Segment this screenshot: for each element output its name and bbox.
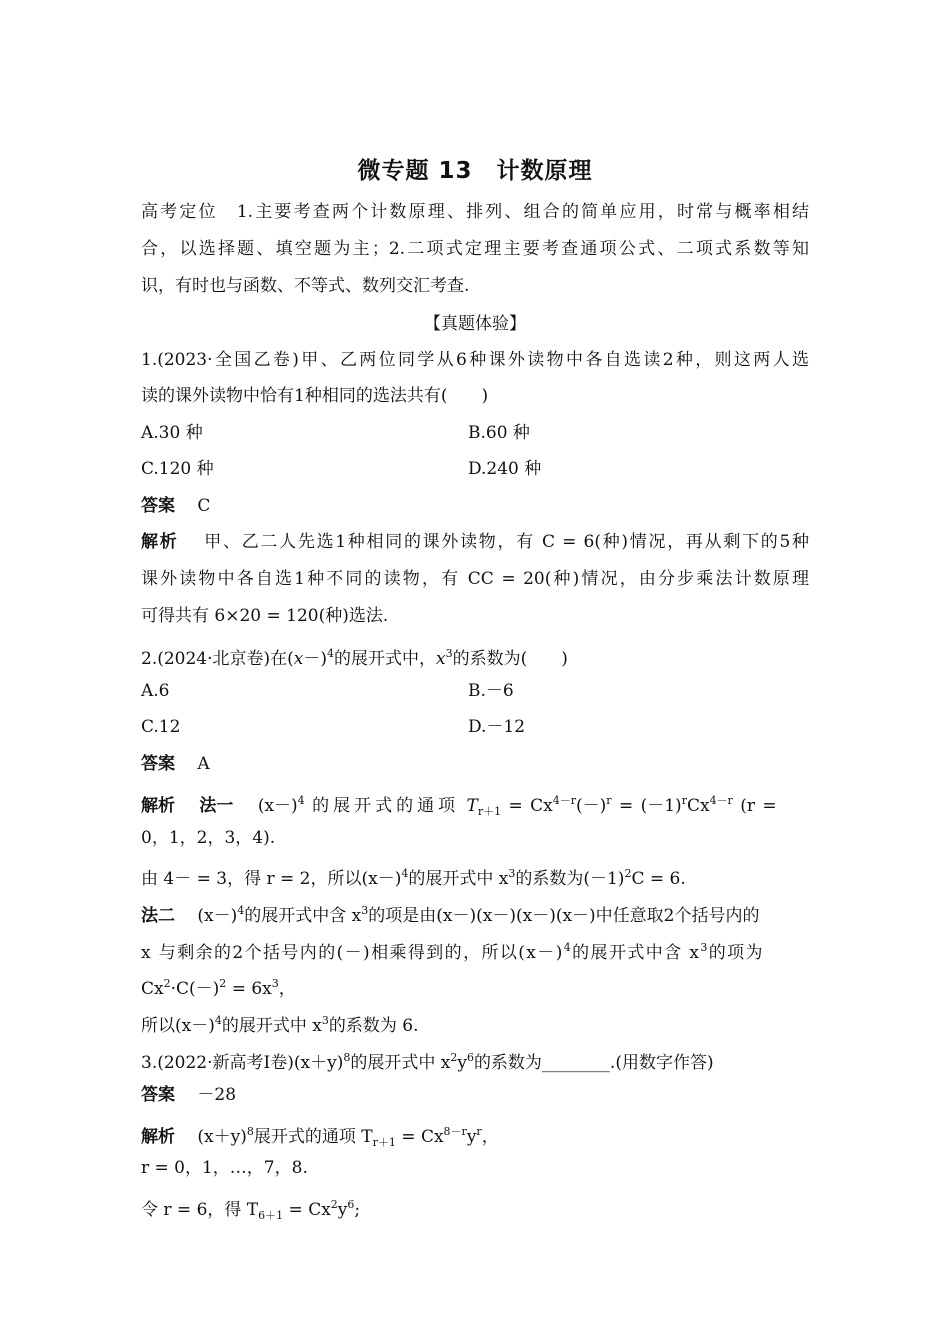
q3-a-l3-c: y (337, 1200, 348, 1220)
q2-m1-T: T (466, 796, 478, 816)
q2-m1-l3-exp2: 2 (624, 867, 632, 880)
q3-analysis-line-1 (141, 1120, 499, 1155)
q1-option-c: C.120 种 (141, 459, 214, 479)
q2-stem-exp-4: 4 (327, 647, 335, 660)
q1-analysis-label: 解析 (141, 532, 179, 552)
q2-stem-part-d: 的系数为( ) (452, 649, 568, 669)
q2-m2-l2-b: 的展开式中含 x (572, 943, 701, 963)
q2-options-row-2 (141, 715, 809, 739)
q2-m1-exp-4mr2: 4－r (709, 794, 733, 807)
q2-method1-label: 法一 (199, 796, 234, 816)
q2-m2-l2-c: 的项为 (708, 943, 764, 963)
q3-a-l1-expr: r (476, 1125, 482, 1138)
q1-options-row-2 (141, 457, 809, 481)
q2-option-b: B.－6 (468, 681, 514, 701)
q2-m1-formula-c: (－) (576, 796, 607, 816)
q3-stem (141, 1046, 714, 1075)
q2-m1-exp-r2: r (681, 794, 687, 807)
q1-analysis-text-1: 甲、乙二人先选1种相同的课外读物，有 C = 6(种)情况，再从剩下的5种 (204, 532, 810, 552)
q2-method2-label: 法二 (141, 906, 175, 926)
q2-m2-l1-a: (x－) (197, 906, 238, 926)
q3-a-l1-sub: r＋1 (372, 1136, 396, 1149)
q2-m1-exp-4mr: 4－r (552, 794, 577, 807)
q1-option-b: B.60 种 (468, 423, 530, 443)
q2-method2-line-3 (141, 972, 296, 1001)
q3-analysis-label: 解析 (141, 1127, 175, 1147)
q2-method1-line-3 (141, 862, 686, 891)
q1-stem-line-1: 1.(2023·全国乙卷)甲、乙两位同学从6种课外读物中各自选读2种，则这两人选 (141, 350, 809, 370)
q2-m2-l3-exp3: 3 (271, 977, 279, 990)
q2-answer-label: 答案 (141, 754, 175, 774)
q3-stem-b: 的展开式中 x (350, 1053, 451, 1073)
q2-option-c: C.12 (141, 717, 181, 737)
q2-option-a: A.6 (141, 681, 170, 701)
q2-stem-part-a: 2.(2024·北京卷)在( (141, 649, 294, 669)
q1-answer-label: 答案 (141, 496, 175, 516)
q3-a-l1-b: 展开式的通项 T (253, 1127, 373, 1147)
q3-stem-exp6: 6 (466, 1051, 474, 1064)
q3-a-l3-b: = Cx (283, 1200, 331, 1220)
page-title: 微专题 13 计数原理 (357, 158, 593, 184)
q2-m1-formula-a: (x－) (257, 796, 298, 816)
q3-a-l3-exp6: 6 (347, 1198, 355, 1211)
q2-answer-value: A (197, 754, 210, 774)
q2-method1-line-1 (141, 789, 809, 824)
q3-answer-label: 答案 (141, 1085, 175, 1105)
q2-m2-l4-c: 的系数为 6. (328, 1016, 419, 1036)
section-heading: 【真题体验】 (424, 314, 526, 334)
intro-line-1: 高考定位 1.主要考查两个计数原理、排列、组合的简单应用，时常与概率相结 (141, 202, 809, 222)
q1-stem-line-2: 读的课外读物中恰有1种相同的选法共有( ) (141, 386, 489, 406)
q3-answer-value: －28 (197, 1085, 237, 1105)
q1-analysis-line-2: 课外读物中各自选1种不同的读物，有 CC = 20(种)情况，由分步乘法计数原理 (141, 569, 809, 589)
q2-method2-line-4 (141, 1009, 418, 1038)
q3-stem-a: 3.(2022·新高考Ⅰ卷)(x＋y) (141, 1053, 344, 1073)
q2-m2-l1-b: 的展开式中含 x (244, 906, 362, 926)
q2-stem-part-c: 的展开式中， (334, 649, 437, 669)
q1-options-row-1 (141, 421, 809, 445)
q2-m1-exp-4: 4 (297, 794, 305, 807)
q3-a-l1-e: ， (481, 1127, 499, 1147)
q3-a-l1-exp8mr: 8－r (443, 1125, 467, 1138)
q2-m1-l3-exp3: 3 (508, 867, 516, 880)
q2-m1-formula-b: = Cx (501, 796, 553, 816)
q3-a-l3-a: 令 r = 6，得 T (141, 1200, 259, 1220)
q2-m2-l2-a: x 与剩余的2个括号内的(－)相乘得到的，所以(x－) (141, 943, 564, 963)
q2-m2-l1-exp4: 4 (237, 904, 245, 917)
q2-method2-line-2 (141, 936, 764, 965)
q3-stem-exp2: 2 (450, 1051, 458, 1064)
q1-option-d: D.240 种 (468, 459, 542, 479)
q2-m1-l3-c: 的系数为(－1) (515, 869, 625, 889)
q2-m1-sub: r＋1 (477, 805, 502, 818)
q2-stem (141, 642, 568, 671)
q3-analysis-line-3 (141, 1193, 360, 1228)
q2-m2-l1-exp3: 3 (361, 904, 369, 917)
q2-m2-l3-b: ·C(－) (170, 979, 220, 999)
q3-a-l3-d: ; (354, 1200, 361, 1220)
q2-stem-exp-3: 3 (445, 647, 453, 660)
q3-a-l1-a: (x＋y) (197, 1127, 247, 1147)
q2-method1-line-2: 0，1，2，3，4). (141, 828, 276, 848)
q2-m1-formula-f: (r = (740, 796, 777, 816)
q3-a-l1-exp8: 8 (246, 1125, 254, 1138)
q2-m2-l1-c: 的项是由(x－)(x－)(x－)(x－)中任意取2个括号内的 (368, 906, 760, 926)
q3-a-l1-c: = Cx (395, 1127, 444, 1147)
q2-m2-l4-b: 的展开式中 x (221, 1016, 322, 1036)
q1-option-a: A.30 种 (141, 423, 203, 443)
q2-m2-l4-exp4: 4 (214, 1014, 222, 1027)
q3-a-l3-sub: 6＋1 (258, 1209, 284, 1222)
q1-answer (141, 494, 210, 518)
q2-m2-l4-exp3: 3 (321, 1014, 329, 1027)
q2-m2-l3-exp2: 2 (163, 977, 171, 990)
q2-m1-l3-d: C = 6. (631, 869, 686, 889)
q2-analysis-label: 解析 (141, 796, 175, 816)
q2-m1-text: 的展开式的通项 (312, 796, 460, 816)
q2-option-d: D.－12 (468, 717, 526, 737)
q2-m1-formula-e: Cx (686, 796, 710, 816)
intro-line-3: 识，有时也与函数、不等式、数列交汇考查. (141, 276, 470, 296)
q1-analysis-line-3: 可得共有 6×20 = 120(种)选法. (141, 606, 389, 626)
q3-a-l3-exp2: 2 (330, 1198, 338, 1211)
q2-answer (141, 752, 210, 776)
q2-stem-part-b: －) (303, 649, 328, 669)
q2-m2-l3-d: ， (278, 979, 296, 999)
q2-m2-l3-exp2b: 2 (219, 977, 227, 990)
q3-stem-c: y (457, 1053, 467, 1073)
q2-m1-l3-a: 由 4－ = 3，得 r = 2，所以(x－) (141, 869, 402, 889)
q3-stem-exp8: 8 (343, 1051, 351, 1064)
q2-m1-exp-r: r (606, 794, 612, 807)
q2-m2-l2-exp3: 3 (700, 941, 709, 954)
q3-stem-d: 的系数为________.(用数字作答) (473, 1053, 714, 1073)
intro-line-2: 合，以选择题、填空题为主；2.二项式定理主要考查通项公式、二项式系数等知 (141, 239, 809, 259)
q1-answer-value: C (197, 496, 211, 516)
q2-options-row-1 (141, 679, 809, 703)
q3-a-l1-d: y (466, 1127, 477, 1147)
q2-m1-l3-exp4: 4 (401, 867, 409, 880)
q2-m2-l2-exp4: 4 (563, 941, 573, 954)
q2-m1-l3-b: 的展开式中 x (408, 869, 509, 889)
q2-m2-l3-c: = 6x (226, 979, 272, 999)
q2-m2-l4-a: 所以(x－) (141, 1016, 215, 1036)
q2-method2-line-1 (141, 899, 760, 928)
q2-m2-l3-a: Cx (141, 979, 164, 999)
q3-answer (141, 1083, 236, 1107)
q1-analysis-line-1 (141, 530, 809, 554)
q2-stem-var-x: x (293, 649, 304, 669)
q2-stem-var-x2: x (436, 649, 446, 669)
q3-analysis-line-2: r = 0，1，…，7，8. (141, 1158, 308, 1178)
q2-m1-formula-d: = (－1) (611, 796, 682, 816)
